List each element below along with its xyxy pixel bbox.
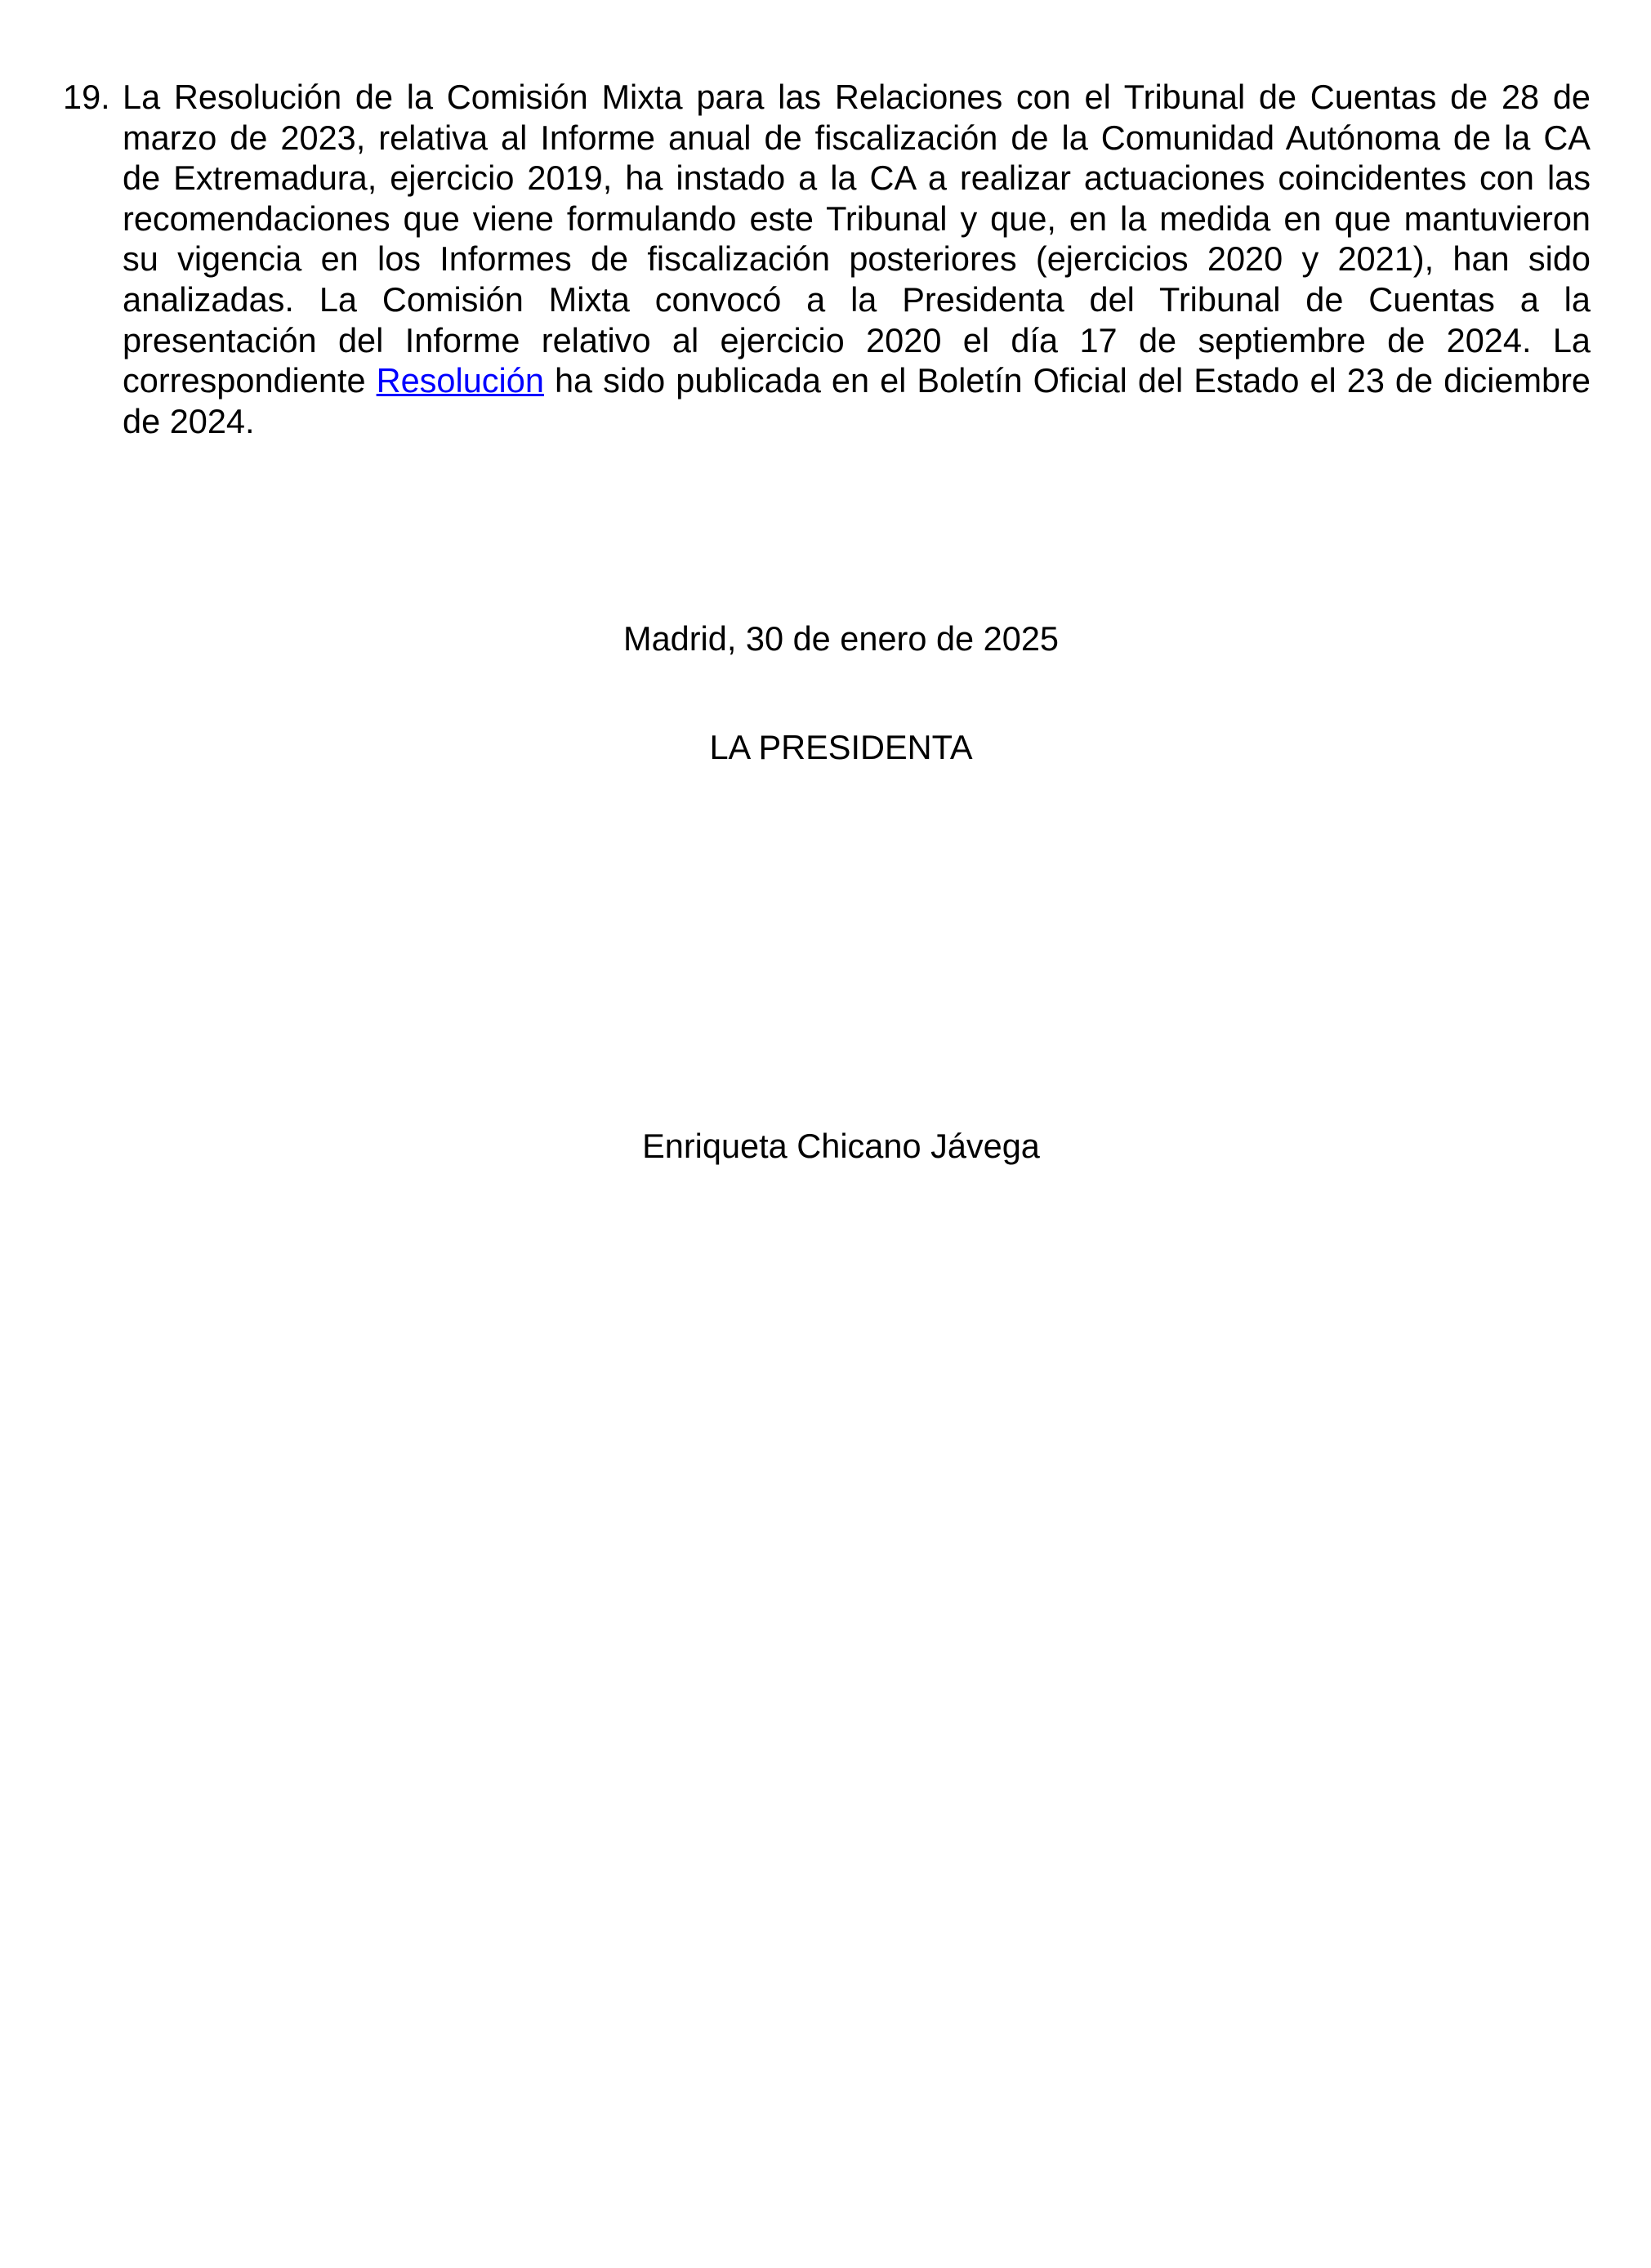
list-item-19 <box>63 77 1591 441</box>
presidenta-title: LA PRESIDENTA <box>709 727 973 766</box>
paragraph-line-2: marzo de 2023, relativa al Informe anual de fiscalización de la Comunidad Autónoma de la CA <box>123 118 1591 157</box>
link-line-after: ha sido publicada en el Boletín Oficial del Estado el 23 de diciembre <box>543 361 1591 400</box>
paragraph-line-4: recomendaciones que viene formulando este Tribunal y que, en la medida en que mantuvieron <box>123 199 1591 238</box>
signer-name: Enriqueta Chicano Jávega <box>642 1126 1040 1165</box>
paragraph-line-6: analizadas. La Comisión Mixta convocó a la Presidenta del Tribunal de Cuentas a la <box>123 279 1591 319</box>
place-date-line: Madrid, 30 de enero de 2025 <box>623 619 1059 659</box>
paragraph-line-5: su vigencia en los Informes de fiscalización posteriores (ejercicios 2020 y 2021), han sido <box>123 239 1591 279</box>
paragraph-line-9: de 2024. <box>123 401 255 440</box>
paragraph-line-3: de Extremadura, ejercicio 2019, ha instado a la CA a realizar actuaciones coincidentes con las <box>123 158 1591 198</box>
link-line-before: correspondiente <box>123 361 377 400</box>
closing-block <box>91 618 1591 1166</box>
paragraph-line-8 <box>123 360 1591 401</box>
item-number: 19. <box>63 78 110 116</box>
paragraph-line-7: presentación del Informe relativo al ejercicio 2020 el día 17 de septiembre de 2024. La <box>123 320 1591 359</box>
paragraph-line-1: La Resolución de la Comisión Mixta para las Relaciones con el Tribunal de Cuentas de 28 de <box>123 78 1591 116</box>
resolucion-link[interactable]: Resolución <box>376 361 544 400</box>
